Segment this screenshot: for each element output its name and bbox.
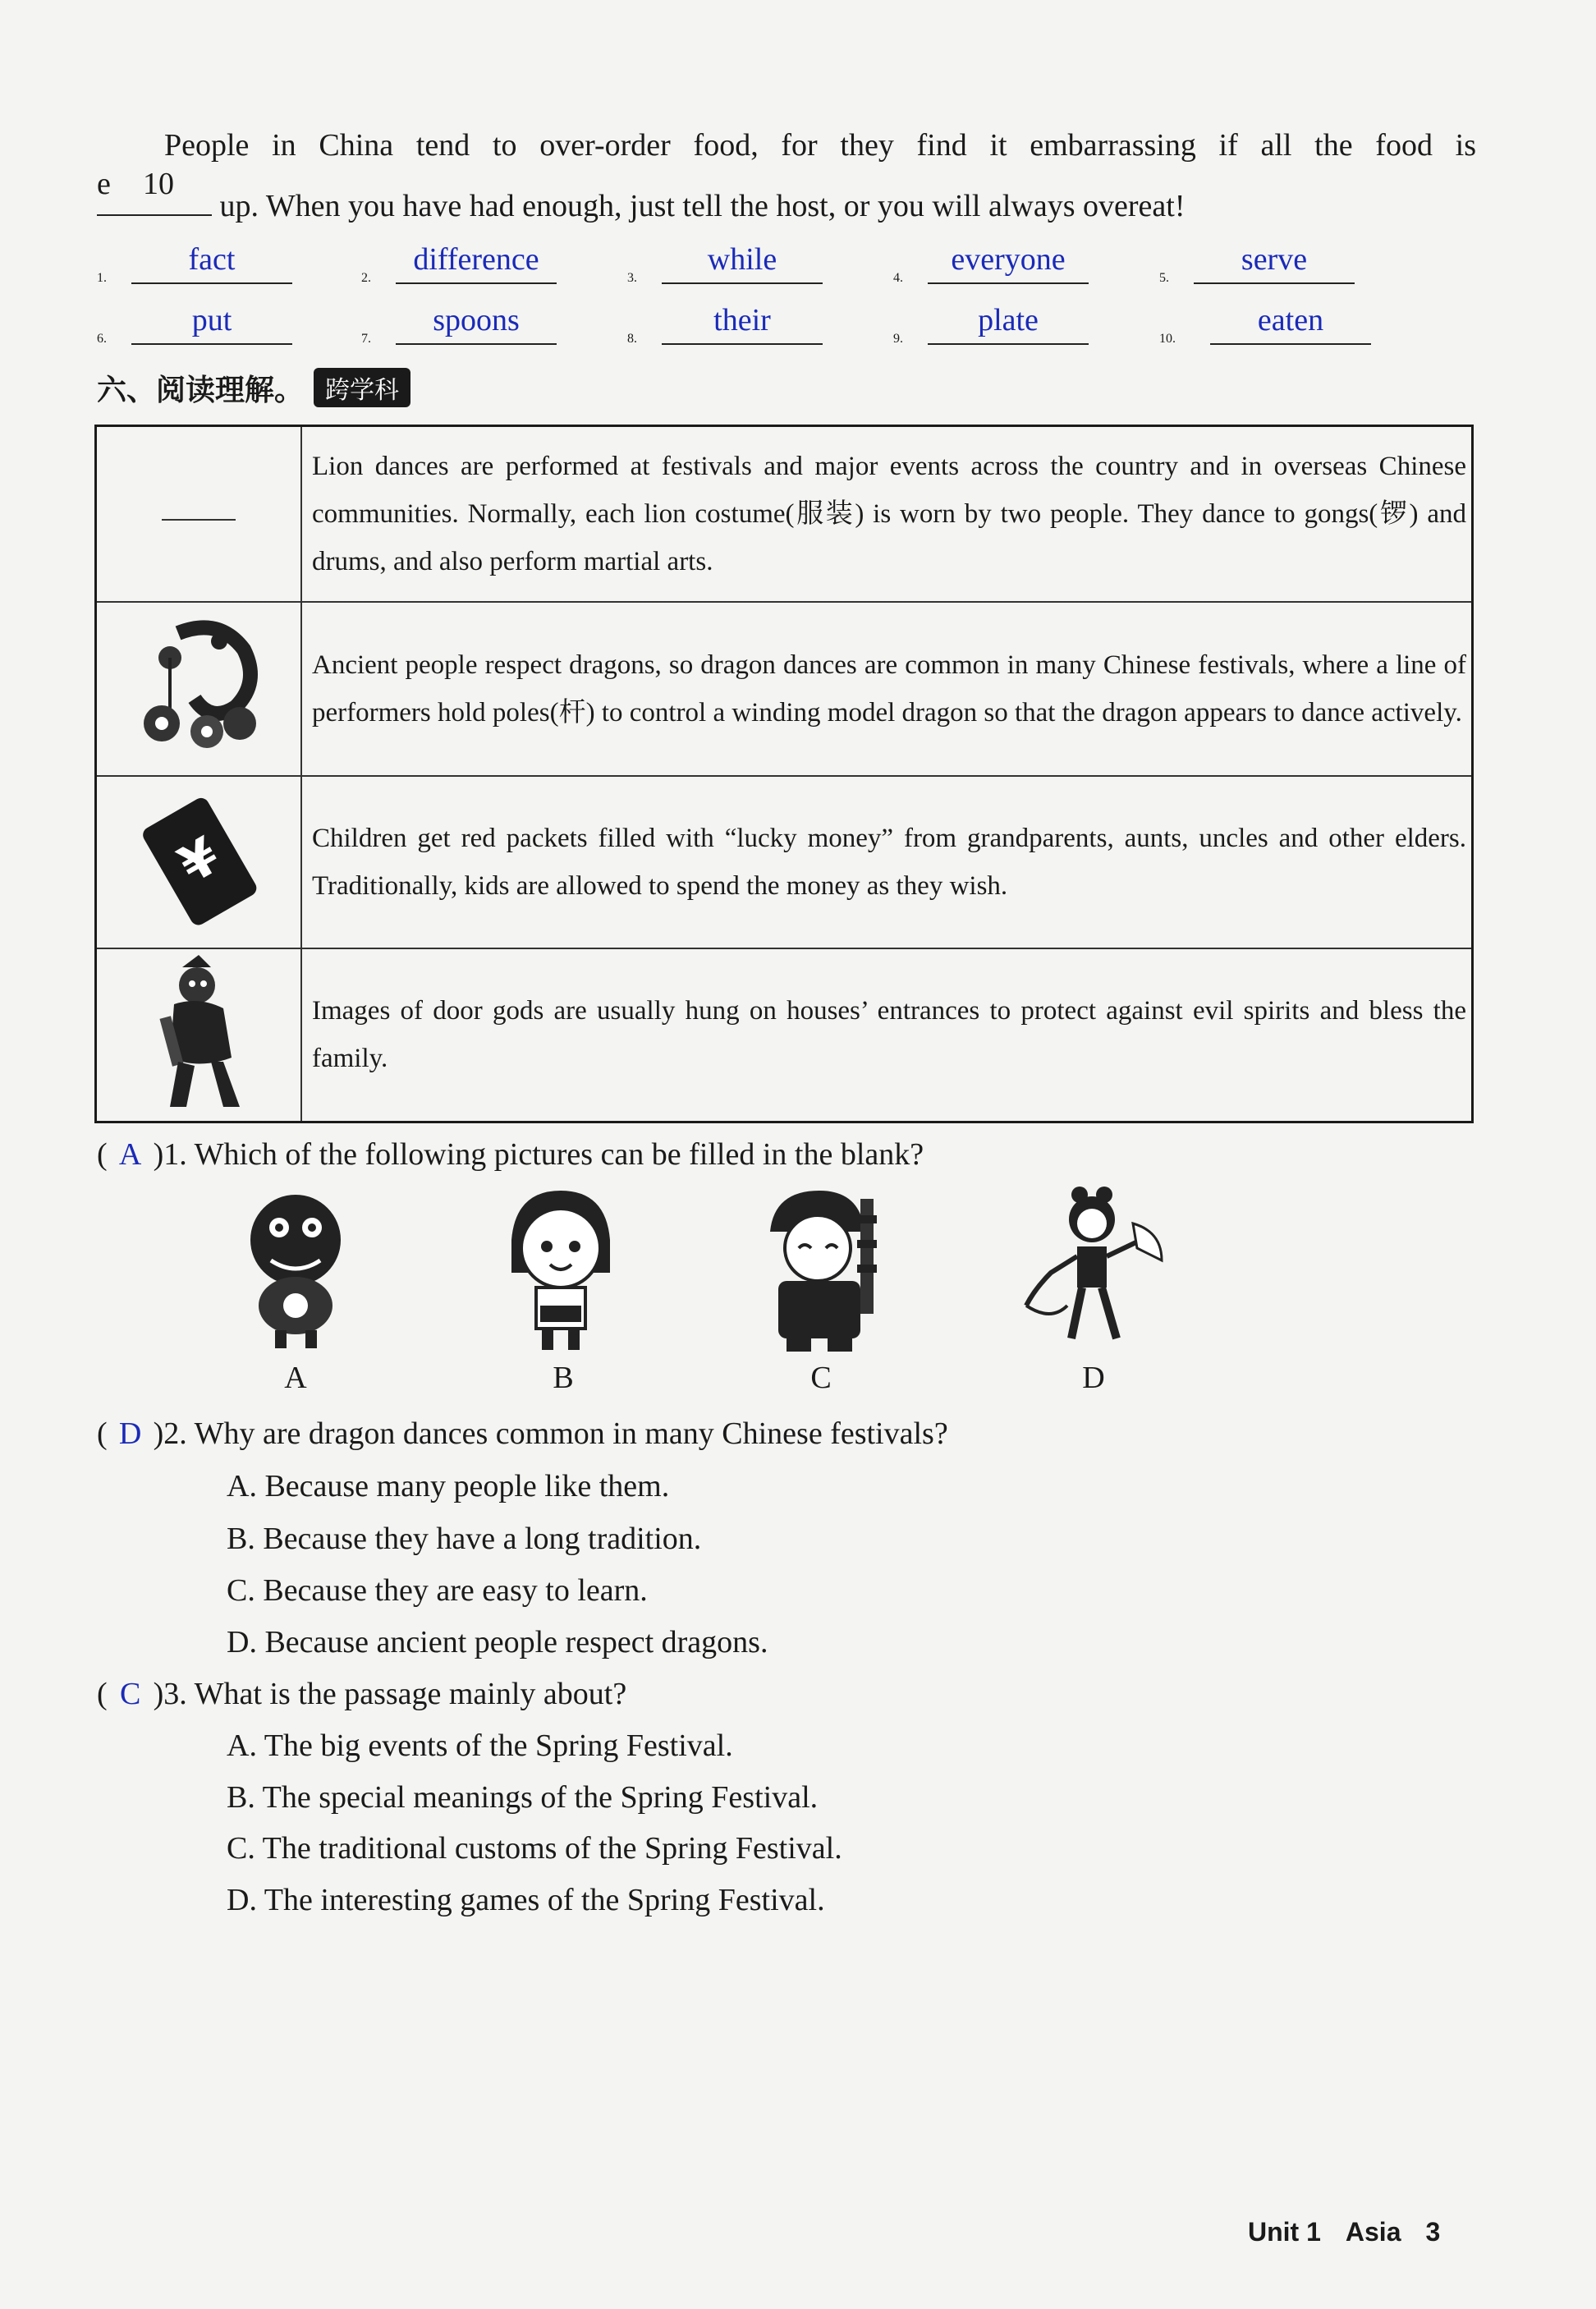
answer-value[interactable]: fact — [188, 242, 236, 277]
footer-topic: Asia — [1345, 2217, 1401, 2247]
fan-dancer-icon — [1018, 1182, 1174, 1355]
table-row-text: Images of door gods are usually hung on houses’ entrances to protect against evil spirits and bless the family. — [301, 948, 1473, 1122]
lion-dance-icon — [230, 1182, 361, 1355]
answer-1 — [97, 236, 294, 286]
answer-value[interactable]: everyone — [951, 242, 1066, 277]
answer-value[interactable]: plate — [978, 303, 1039, 337]
answer-value[interactable]: eaten — [1257, 303, 1324, 337]
picture-label: C — [810, 1361, 832, 1395]
table-row — [96, 426, 1473, 602]
question-number: )1. — [153, 1137, 187, 1172]
answer-choice[interactable]: C — [119, 1677, 141, 1711]
table-row-text: Ancient people respect dragons, so dragon dances are common in many Chinese festivals, where a line of performers hold poles(杆) to control a winding model dragon so that the dragon appears to dance actively. — [301, 602, 1473, 776]
picture-option-b[interactable] — [491, 1182, 631, 1359]
page-footer — [1248, 2217, 1465, 2247]
svg-text:¥: ¥ — [168, 825, 230, 895]
passage — [97, 115, 1476, 236]
page-number: 3 — [1425, 2217, 1441, 2247]
picture-option-a[interactable] — [230, 1182, 361, 1359]
answer-value[interactable]: while — [707, 242, 777, 277]
answer-choice[interactable]: D — [118, 1416, 142, 1451]
answer-number: 2. — [361, 271, 371, 285]
section-title: 六、阅读理解。 — [97, 374, 305, 407]
option-3c[interactable]: C. The traditional customs of the Spring Festival. — [227, 1831, 842, 1866]
answer-number: 10. — [1159, 332, 1176, 346]
footer-unit: Unit 1 — [1248, 2217, 1321, 2247]
blank-picture-cell — [96, 426, 302, 602]
question-2 — [97, 1416, 948, 1452]
option-2c[interactable]: C. Because they are easy to learn. — [227, 1573, 648, 1608]
option-3b[interactable]: B. The special meanings of the Spring Festival. — [227, 1780, 819, 1815]
answer-7 — [361, 297, 558, 347]
answer-number: 4. — [893, 271, 903, 285]
question-number: )2. — [153, 1416, 187, 1451]
answer-9 — [893, 297, 1090, 347]
answer-paren-open: ( — [97, 1677, 108, 1711]
dragon-dance-icon — [121, 608, 277, 764]
question-stem: What is the passage mainly about? — [194, 1677, 627, 1711]
question-number: )3. — [153, 1677, 187, 1711]
answer-paren-open: ( — [97, 1416, 108, 1451]
answer-number: 1. — [97, 271, 107, 285]
answer-6 — [97, 297, 294, 347]
answer-2 — [361, 236, 558, 286]
question-stem: Why are dragon dances common in many Chinese festivals? — [194, 1416, 948, 1451]
table-row — [96, 776, 1473, 948]
red-packet-picture — [96, 776, 302, 948]
answer-value[interactable]: serve — [1241, 242, 1308, 277]
table-row-text: Children get red packets filled with “lucky money” from grandparents, aunts, uncles and other elders. Traditionally, kids are allowed to spend the money as they wish. — [301, 776, 1473, 948]
option-3a[interactable]: A. The big events of the Spring Festival. — [227, 1728, 733, 1763]
answer-number: 3. — [627, 271, 637, 285]
passage-line-2 — [97, 167, 1186, 223]
answer-3 — [627, 236, 824, 286]
subject-tag: 跨学科 — [314, 368, 410, 407]
door-god-icon — [133, 951, 264, 1115]
answer-number: 8. — [627, 332, 637, 346]
picture-option-c[interactable] — [754, 1182, 893, 1359]
blank-prefix: e — [97, 167, 111, 201]
passage-line-2-rest: up. When you have had enough, just tell the host, or you will always overeat! — [219, 189, 1186, 223]
answer-value[interactable]: put — [191, 303, 232, 337]
reading-table — [94, 425, 1474, 1123]
girl-icon — [491, 1182, 631, 1355]
option-3d[interactable]: D. The interesting games of the Spring Festival. — [227, 1883, 825, 1917]
firecracker-boy-icon — [754, 1182, 893, 1355]
table-row-text: Lion dances are performed at festivals and major events across the country and in overseas Chinese communities. Normally, each lion costume(服装) is worn by two people. They dance to gongs(锣) and drums, and also perform martial arts. — [301, 426, 1473, 602]
answer-10 — [1159, 297, 1381, 347]
answer-value[interactable]: difference — [413, 242, 539, 277]
question-stem: Which of the following pictures can be filled in the blank? — [194, 1137, 924, 1172]
picture-options — [0, 1182, 1596, 1412]
answer-number: 9. — [893, 332, 903, 346]
answer-number: 7. — [361, 332, 371, 346]
picture-blank — [162, 503, 236, 521]
table-row — [96, 602, 1473, 776]
answer-8 — [627, 297, 824, 347]
option-2a[interactable]: A. Because many people like them. — [227, 1469, 670, 1503]
answer-choice[interactable]: A — [118, 1137, 142, 1172]
question-1 — [97, 1136, 924, 1173]
answer-4 — [893, 236, 1090, 286]
picture-label: D — [1082, 1361, 1105, 1395]
question-3 — [97, 1676, 626, 1712]
red-packet-icon — [125, 786, 273, 934]
answer-value[interactable]: spoons — [433, 303, 520, 337]
answer-paren-open: ( — [97, 1137, 108, 1172]
picture-label: B — [553, 1361, 574, 1395]
answer-value[interactable]: their — [713, 303, 771, 337]
blank-10 — [97, 167, 212, 216]
door-god-picture — [96, 948, 302, 1122]
option-2d[interactable]: D. Because ancient people respect dragons. — [227, 1625, 768, 1659]
passage-line-1: People in China tend to over-order food, for they find it embarrassing if all the food is — [164, 128, 1476, 163]
picture-option-d[interactable] — [1018, 1182, 1174, 1359]
picture-label: A — [284, 1361, 307, 1395]
option-2b[interactable]: B. Because they have a long tradition. — [227, 1522, 702, 1556]
table-row — [96, 948, 1473, 1122]
dragon-dance-picture — [96, 602, 302, 776]
answer-number: 6. — [97, 332, 107, 346]
blank-number: 10 — [143, 167, 174, 201]
answer-number: 5. — [1159, 271, 1169, 285]
answer-5 — [1159, 236, 1364, 286]
